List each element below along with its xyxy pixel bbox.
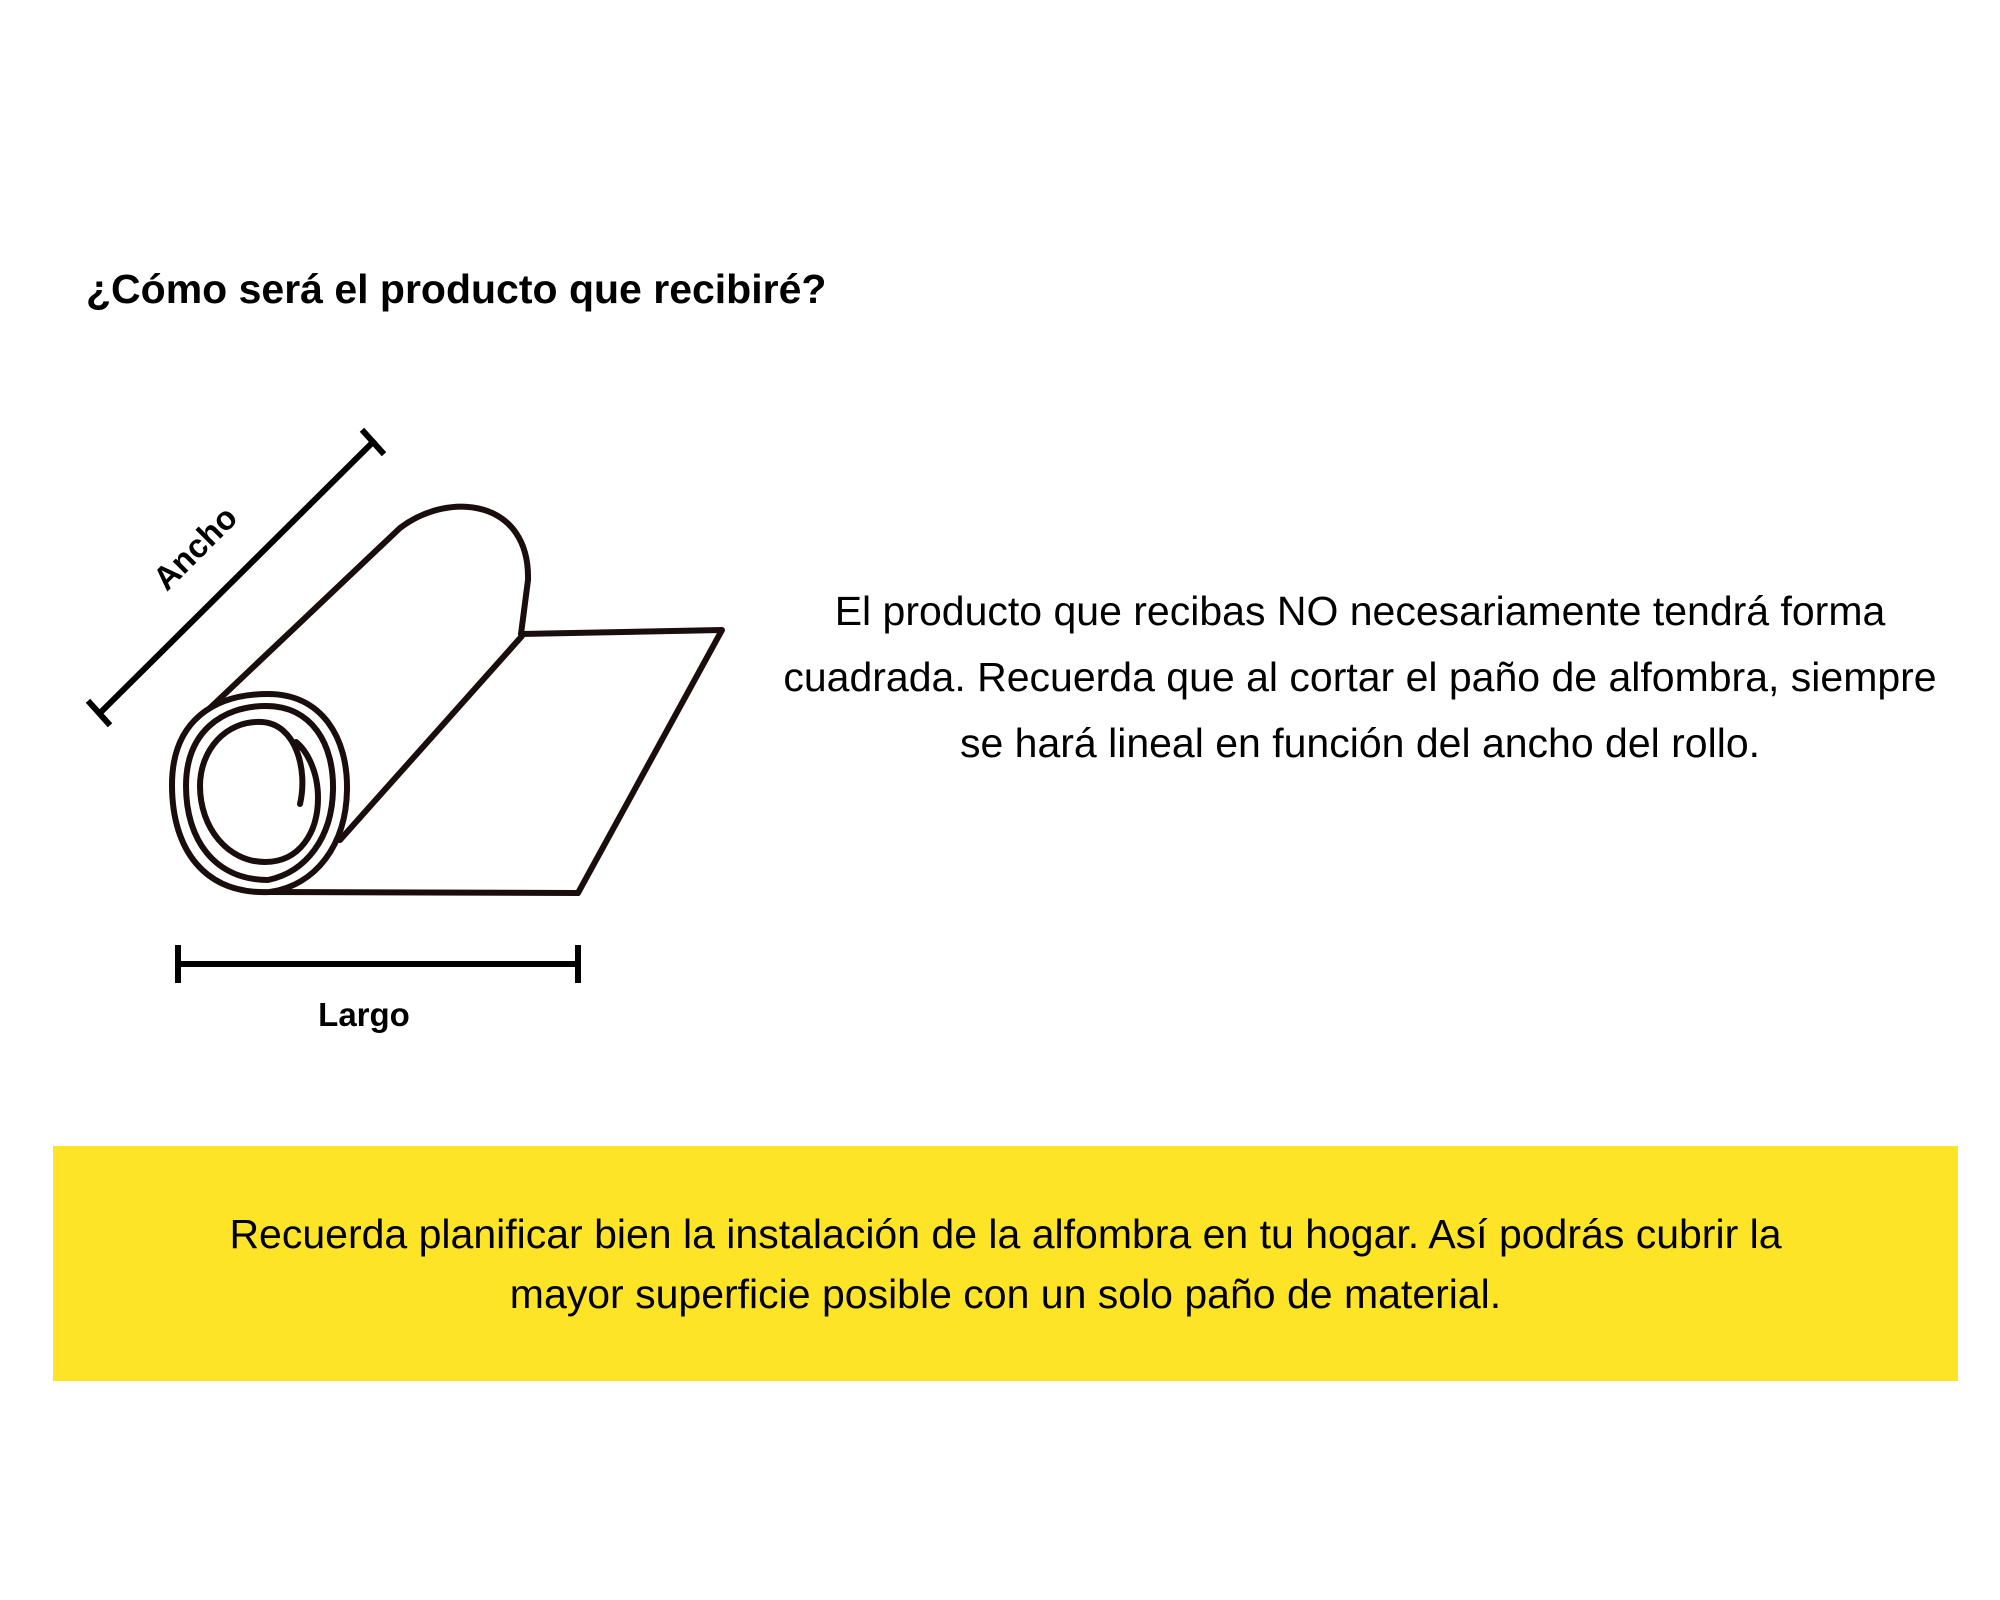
product-description: El producto que recibas NO necesariamente tendrá forma cuadrada. Recuerda que al cortar el paño de alfombra, siempre se hará lineal en función del ancho del rollo. bbox=[783, 588, 1937, 766]
page-title: ¿Cómo será el producto que recibiré? bbox=[86, 266, 827, 312]
width-label: Ancho bbox=[145, 498, 245, 598]
length-label: Largo bbox=[318, 996, 410, 1033]
notice-banner bbox=[53, 1146, 1958, 1381]
notice-text: Recuerda planificar bien la instalación de la alfombra en tu hogar. Así podrás cubrir la mayor superficie posible con un solo paño de material. bbox=[229, 1210, 1782, 1317]
rolled-carpet-icon bbox=[172, 507, 722, 893]
length-dimension-line bbox=[178, 948, 578, 980]
